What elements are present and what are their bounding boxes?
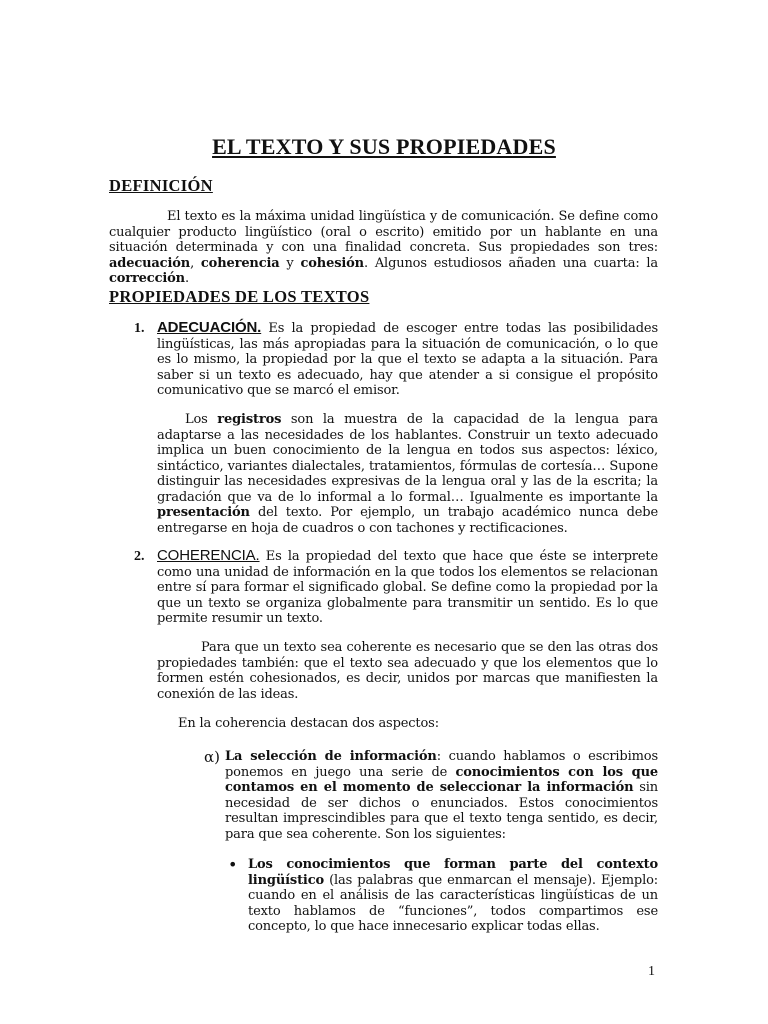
heading-propiedades: PROPIEDADES DE LOS TEXTOS (109, 287, 370, 306)
seleccion-paragraph: La selección de información: cuando hablamos o escribimos ponemos en juego una serie de conocimientos con los que contamos en el momento de seleccionar la información sin necesidad de ser dichos o enunciados. Estos conocimientos resultan imprescindibles para que el texto tenga sentido, es decir, para que sea coherente. Son los siguientes: (225, 749, 659, 842)
contexto-paragraph: Los conocimientos que forman parte del contexto lingüístico (las palabras que enmarcan el mensaje). Ejemplo: cuando en el análisis de las características lingüísticas de un texto hablamos de “funciones”, todos compartimos ese concepto, lo que hace innecesario explicar todas ellas. (248, 857, 658, 934)
list-number-2: 2. (134, 549, 145, 564)
page-number: 1 (648, 964, 655, 979)
coherente-paragraph: Para que un texto sea coherente es necesario que se den las otras dos propiedades también: que el texto sea adecuado y que los elementos que lo formen estén cohesionados, es decir, unidos por marcas que manifiesten la conexión de las ideas. (157, 640, 658, 702)
adecuacion-paragraph: ADECUACIÓN. Es la propiedad de escoger entre todas las posibilidades lingüísticas, las más apropiadas para la situación de comunicación, o lo que es lo mismo, la propiedad por la que el texto se adapta a la situación. Para saber si un texto es adecuado, hay que atender a si consigue el propósito comunicativo que se marcó el emisor. (157, 319, 658, 398)
alpha-marker: α) (204, 748, 220, 766)
definicion-paragraph: El texto es la máxima unidad lingüística y de comunicación. Se define como cualquier producto lingüístico (oral o escrito) emitido por un hablante en una situación determinada y con una finalidad concreta. Sus propiedades son tres: adecuación, coherencia y cohesión. Algunos estudiosos añaden una cuarta: la corrección. (109, 209, 659, 286)
registros-paragraph: Los registros son la muestra de la capacidad de la lengua para adaptarse a las necesidades de los hablantes. Construir un texto adecuado implica un buen conocimiento de la lengua en todos sus aspectos: léxico, sintáctico, variantes dialectales, tratamientos, fórmulas de cortesía… Supone distinguir las necesidades expresivas de la lengua oral y las de la escrita; la gradación que va de lo informal a lo formal… Igualmente es importante la presentación del texto. Por ejemplo, un trabajo académico nunca debe entregarse en hoja de cuadros o con tachones y rectificaciones. (157, 412, 658, 536)
coherencia-paragraph: COHERENCIA. Es la propiedad del texto que hace que éste se interprete como una unidad de información en la que todos los elementos se relacionan entre sí para formar el significado global. Se define como la propiedad por la que un texto se organiza globalmente para transmitir un sentido. Es lo que permite resumir un texto. (157, 547, 658, 626)
bullet-marker: • (228, 855, 238, 874)
heading-definicion: DEFINICIÓN (109, 176, 213, 195)
aspectos-line: En la coherencia destacan dos aspectos: (178, 716, 439, 731)
list-number-1: 1. (134, 321, 145, 336)
page-title: EL TEXTO Y SUS PROPIEDADES (212, 134, 556, 159)
